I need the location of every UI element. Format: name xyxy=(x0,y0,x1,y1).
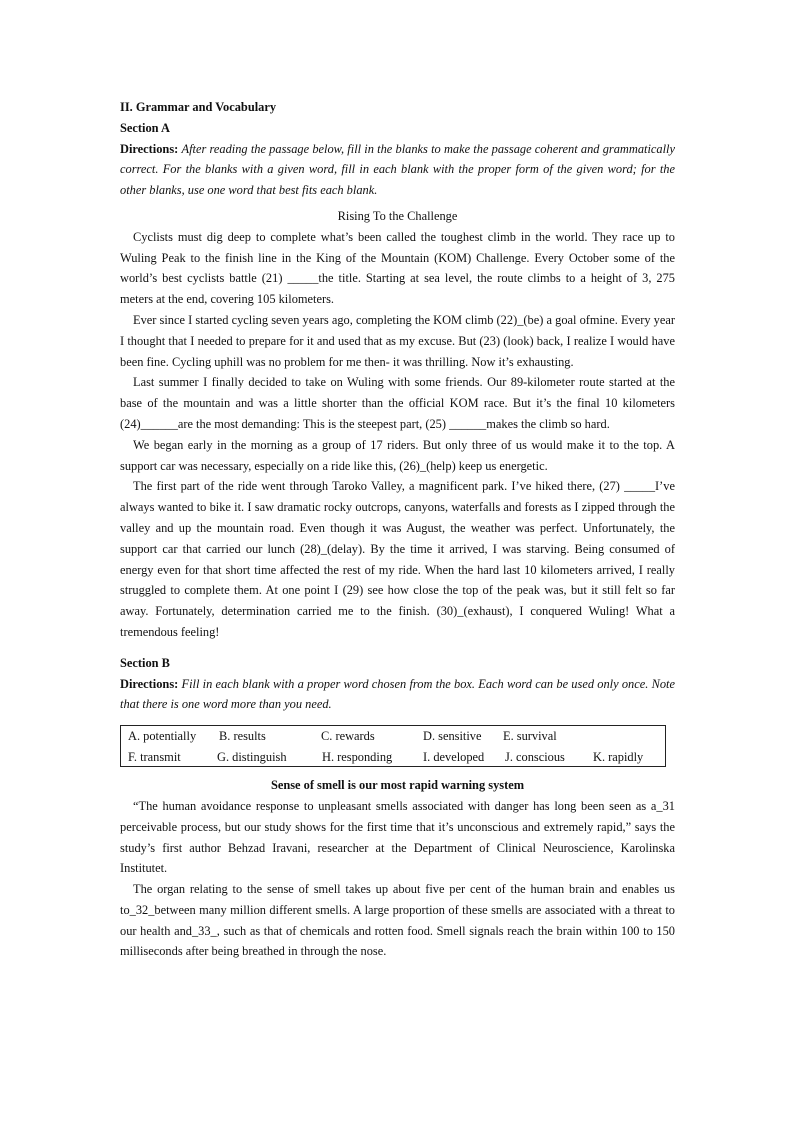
passage-b-paragraph: The organ relating to the sense of smell takes up about five per cent of the human brain and enables us to_32_between many million different smells. A large proportion of these smells are associated with a threat to our health and_33_, such as that of chemicals and rotten food. Smell signals reach the brain within 100 to 150 milliseconds after being breathed in through the nose. xyxy=(120,882,675,959)
word-box-row xyxy=(128,747,665,768)
word-box xyxy=(120,725,666,767)
passage-b-title: Sense of smell is our most rapid warning system xyxy=(270,778,525,793)
directions-lead: Directions: xyxy=(120,676,179,691)
directions-text: After reading the passage below, fill in the blanks to make the passage coherent and grammatically correct. For the blanks with a given word, fill in each blank with the proper form of the given word; for the other blanks, use one word that best fits each blank. xyxy=(120,141,675,198)
word-option: A. potentially xyxy=(128,729,197,744)
word-option: C. rewards xyxy=(321,729,375,744)
passage-b-paragraph: “The human avoidance response to unpleasant smells associated with danger has long been seen as a_31 perceivable process, but our study shows for the first time that it’s unconscious and extremely rapid,” says the study’s first author Behzad Iravani, researcher at the Department of Clinical Neuroscience, Karolinska Institutet. xyxy=(120,798,675,876)
part-heading: II. Grammar and Vocabulary xyxy=(120,100,277,114)
word-box-row xyxy=(128,726,665,747)
passage-a-paragraph: Ever since I started cycling seven years ago, completing the KOM climb (22)_(be) a goal ofmine. Every year I thought that I needed to prepare for it and used that as my excuse. But (23) (look) back, I realize I would have been fine. Cycling uphill was no problem for me then- it was thrilling. Now it’s exhausting. xyxy=(120,312,675,369)
section-a-directions xyxy=(120,139,675,201)
passage-a-paragraph: The first part of the ride went through Taroko Valley, a magnificent park. I’ve hiked there, (27) _____I’ve always wanted to bike it. I saw dramatic rocky outcrops, canyons, waterfalls and forests as I zipped through the valley and up the mountain road. Even though it was August, the weather was perfect. Unfortunately, the support car that carried our lunch (28)_(delay). By the time it arrived, I was starving. Being consumed of energy even for that short time affected the rest of my ride. When the hard last 10 kilometers arrived, I really struggled to complete them. At one point I (29) see how close the top of the peak was, but it still felt so far away. Fortunately, determination carried me to the finish. (30)_(exhaust), I conquered Wuling! What a tremendous feeling! xyxy=(120,479,675,639)
word-option: F. transmit xyxy=(128,749,181,764)
passage-a-paragraph: Cyclists must dig deep to complete what’s been called the toughest climb in the world. They race up to Wuling Peak to the finish line in the King of the Mountain (KOM) Challenge. Every October some of the world’s best cyclists battle (21) _____the title. Starting at sea level, the route climbs to a height of 3, 275 meters at the end, covering 105 kilometers. xyxy=(120,229,675,307)
word-option: J. conscious xyxy=(505,749,565,764)
section-a-label: Section A xyxy=(120,120,170,135)
passage-a-title: Rising To the Challenge xyxy=(337,208,458,223)
word-option: E. survival xyxy=(503,729,557,744)
word-option: I. developed xyxy=(423,749,485,764)
word-option: K. rapidly xyxy=(593,749,644,764)
section-b-directions xyxy=(120,674,675,716)
directions-text: Fill in each blank with a proper word chosen from the box. Each word can be used only once. Note that there is one word more than you need. xyxy=(120,676,675,712)
exam-content xyxy=(120,97,675,962)
word-option: H. responding xyxy=(322,749,393,764)
word-option: G. distinguish xyxy=(217,749,287,764)
passage-a-paragraph: Last summer I finally decided to take on Wuling with some friends. Our 89-kilometer route started at the base of the mountain and was a little shorter than the official KOM race. But it’s the final 10 kilometers (24)______are the most demanding: This is the steepest part, (25) ______makes the climb so hard. xyxy=(120,375,675,431)
section-b-label: Section B xyxy=(120,655,170,670)
word-option: B. results xyxy=(219,729,266,744)
passage-a-paragraph: We began early in the morning as a group of 17 riders. But only three of us would make it to the top. A support car was necessary, especially on a ride like this, (26)_(help) keep us energetic. xyxy=(120,437,675,473)
directions-lead: Directions: xyxy=(120,141,179,156)
word-option: D. sensitive xyxy=(423,729,482,744)
